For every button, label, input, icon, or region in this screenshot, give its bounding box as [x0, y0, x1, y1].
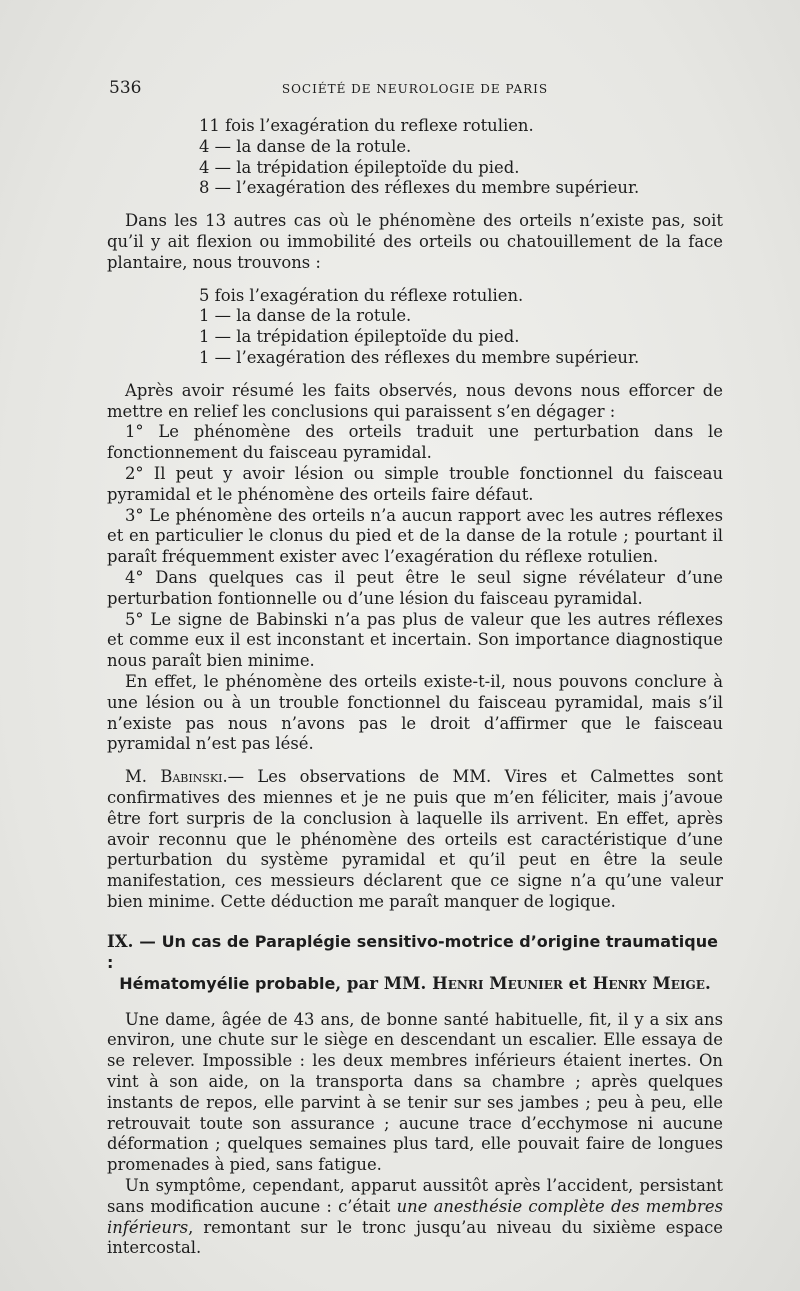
conclusion-item: 4° Dans quelques cas il peut être le seul signe révélateur d’une perturbation fontionnelle ou d’une lésion du faisceau pyramidal.	[107, 567, 723, 608]
author-name: Henry Meige	[592, 972, 705, 993]
reflex-list-2	[107, 286, 723, 369]
babinski-remark	[107, 767, 723, 913]
remark-text: .— Les observations de MM. Vires et Calmettes sont confirmatives des miennes et je ne puis que m’en féliciter, mais j’avoue être fort surpris de la conclusion à laquelle ils arrivent. En effet, après avoir reconnu que le phénomène des orteils est caractéristique d’une perturbation du système pyramidal et qu’il peut en être la seule manifestation, ces messieurs déclarent que ce signe n’a qu’une valeur bien minime. Cette déduction me paraît manquer de logique.	[107, 767, 724, 911]
list-item: 11 fois l’exagération du reflexe rotulien.	[199, 116, 534, 135]
speaker-prefix: M.	[125, 767, 161, 787]
paragraph: Dans les 13 autres cas où le phénomène des orteils n’existe pas, soit qu’il y ait flexion ou immobilité des orteils ou chatouillement de la face plantaire, nous trouvons :	[107, 211, 723, 272]
author-name: Henri Meunier	[432, 972, 563, 993]
reflex-list-1	[107, 116, 723, 199]
section-title-line1: Un cas de Paraplégie sensitivo-motrice d’origine traumatique :	[107, 931, 718, 972]
list-item: 4 — la danse de la rotule.	[199, 136, 412, 156]
paragraph: Une dame, âgée de 43 ans, de bonne santé habituelle, fit, il y a six ans environ, une chute sur le siège en descendant un escalier. Elle essaya de se relever. Impossible : les deux membres inférieurs étaient inertes. On vint à son aide, on la transporta dans sa chambre ; après quelques instants de repos, elle parvint à se tenir sur ses jambes ; peu à peu, elle retrouvait toute son assurance ; aucune trace d’ecchymose ni aucune déformation ; quelques semaines plus tard, elle pouvait faire de longues promenades à pied, sans fatigue.	[107, 1009, 723, 1175]
paragraph: Après avoir résumé les faits observés, nous devons nous efforcer de mettre en relief les conclusions qui paraissent s’en dégager :	[107, 380, 723, 421]
page-header	[109, 78, 721, 102]
conclusion-item: 1° Le phénomène des orteils traduit une perturbation dans le fonctionnement du faisceau pyramidal.	[107, 422, 723, 463]
emphasis: une anesthésie complète des membres inférieurs	[107, 1196, 723, 1237]
paragraph: En effet, le phénomène des orteils existe-t-il, nous pouvons conclure à une lésion ou à un trouble fonctionnel du faisceau pyramidal, mais s’il n’existe pas nous n’avons pas le droit d’affirmer que le faisceau pyramidal n’est pas lésé.	[107, 671, 723, 754]
list-item: 1 — l’exagération des réflexes du membre supérieur.	[199, 347, 640, 367]
speaker-name: Babinski	[160, 767, 223, 787]
list-item: 8 — l’exagération des réflexes du membre supérieur.	[199, 178, 640, 198]
section-number: IX. —	[107, 930, 162, 951]
list-item: 1 — la danse de la rotule.	[199, 306, 412, 326]
section-title-line2: Hématomyélie probable	[119, 973, 336, 993]
section-title: IX. — Un cas de Paraplégie sensitivo-motrice d’origine traumatique : Hématomyélie probable, par MM. Henri Meunier et Henry Meige.	[107, 930, 718, 993]
list-item: 4 — la trépidation épileptoïde du pied.	[199, 157, 520, 177]
running-title: SOCIÉTÉ DE NEUROLOGIE DE PARIS	[281, 82, 549, 96]
conclusion-item: 5° Le signe de Babinski n’a pas plus de valeur que les autres réflexes et comme eux il est inconstant et incertain. Son importance diagnostique nous paraît bien minime.	[107, 609, 723, 671]
page-number: 536	[109, 78, 142, 98]
list-item: 5 fois l’exagération du réflexe rotulien.	[199, 285, 524, 305]
conclusion-item: 3° Le phénomène des orteils n’a aucun rapport avec les autres réflexes et en particulier le clonus du pied et de la danse de la rotule ; pourtant il paraît fréquemment exister avec l’exagération du réflexe rotulien.	[107, 505, 723, 567]
list-item: 1 — la trépidation épileptoïde du pied.	[199, 327, 520, 347]
paragraph: Un symptôme, cependant, apparut aussitôt après l’accident, persistant sans modification aucune : c’était une anesthésie complète des membres inférieurs, remontant sur le tronc jusqu’au niveau du sixième espace intercostal.	[107, 1176, 723, 1258]
body-text	[107, 116, 723, 1259]
conclusion-item: 2° Il peut y avoir lésion ou simple trouble fonctionnel du faisceau pyramidal et le phénomène des orteils faire défaut.	[107, 463, 723, 504]
